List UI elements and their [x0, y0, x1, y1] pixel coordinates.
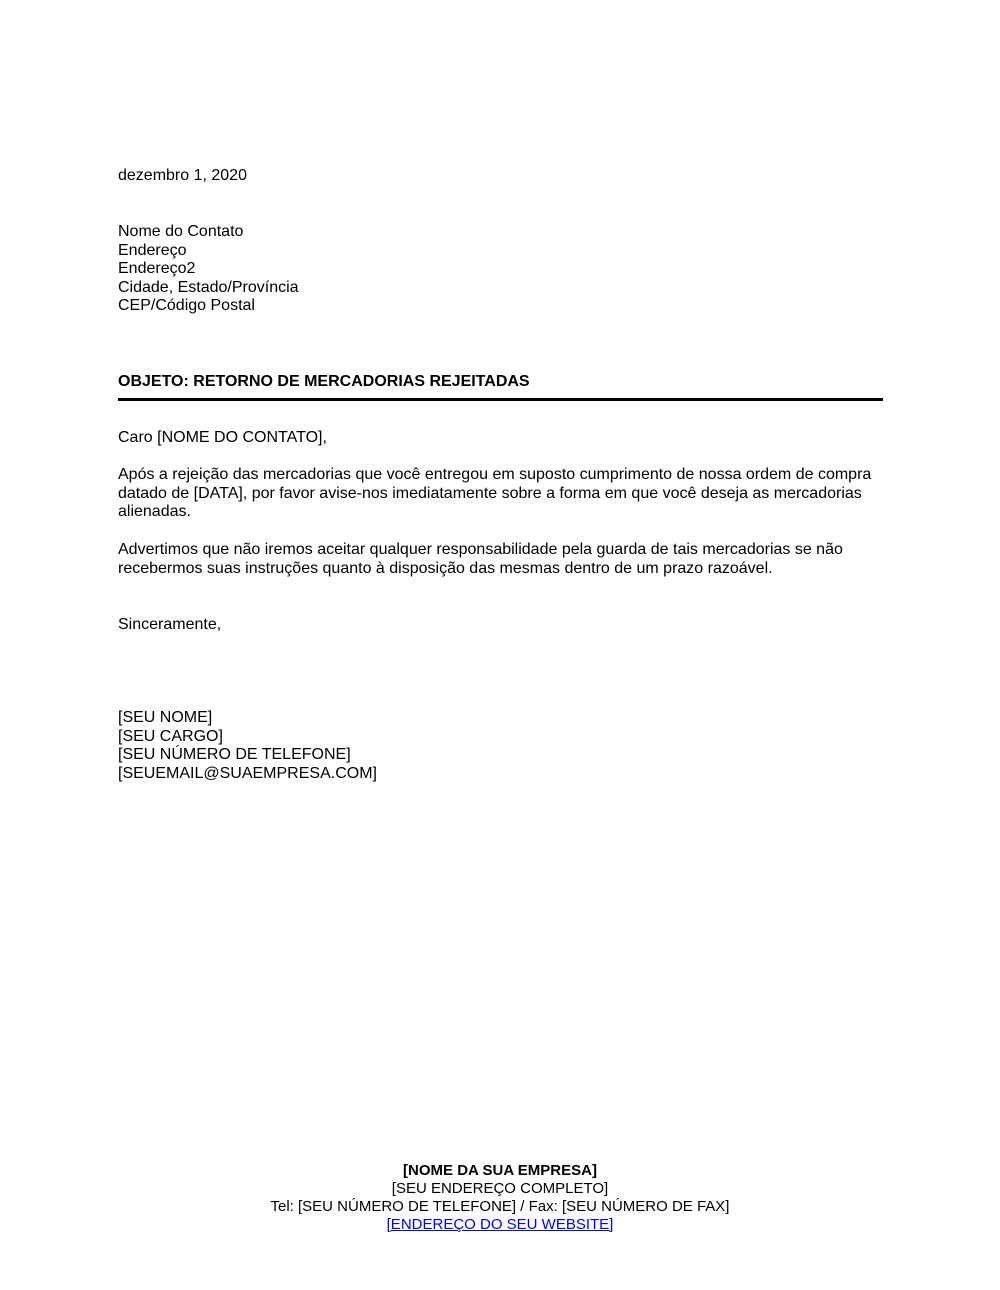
closing: Sinceramente,	[118, 616, 222, 633]
signature-title: [SEU CARGO]	[118, 727, 223, 745]
recipient-block	[118, 223, 299, 316]
letter-date: dezembro 1, 2020	[118, 167, 247, 184]
signature-block	[118, 709, 377, 783]
salutation: Caro [NOME DO CONTATO],	[118, 429, 327, 446]
recipient-address-line-1: Endereço	[118, 241, 187, 259]
body-paragraph: Advertimos que não iremos aceitar qualquer responsabilidade pela guarda de tais mercadorias se não recebermos suas instruções quanto à disposição das mesmas dentro de um prazo razoável.	[118, 541, 843, 577]
signature-name: [SEU NOME]	[118, 709, 213, 726]
recipient-name: Nome do Contato	[118, 223, 244, 240]
recipient-address-line-2: Endereço2	[118, 260, 196, 277]
footer-contact: Tel: [SEU NÚMERO DE TELEFONE] / Fax: [SEU NÚMERO DE FAX]	[270, 1198, 730, 1215]
recipient-postal-code: CEP/Código Postal	[118, 297, 255, 314]
signature-email: [SEUEMAIL@SUAEMPRESA.COM]	[118, 764, 377, 782]
footer-website-link[interactable]: [ENDEREÇO DO SEU WEBSITE]	[386, 1216, 614, 1233]
subject-line: OBJETO: RETORNO DE MERCADORIAS REJEITADAS	[118, 373, 530, 390]
footer-address: [SEU ENDEREÇO COMPLETO]	[391, 1180, 609, 1197]
signature-phone: [SEU NÚMERO DE TELEFONE]	[118, 746, 351, 763]
body-paragraph: Após a rejeição das mercadorias que você entregou em suposto cumprimento de nossa ordem de compra datado de [DATA], por favor avise-nos imediatamente sobre a forma em que você deseja as mercadorias alienadas.	[118, 466, 872, 520]
footer-company-name: [NOME DA SUA EMPRESA]	[403, 1162, 597, 1179]
letterhead-footer	[0, 1162, 1000, 1234]
subject-divider	[118, 398, 883, 401]
recipient-city-state: Cidade, Estado/Província	[118, 278, 299, 296]
